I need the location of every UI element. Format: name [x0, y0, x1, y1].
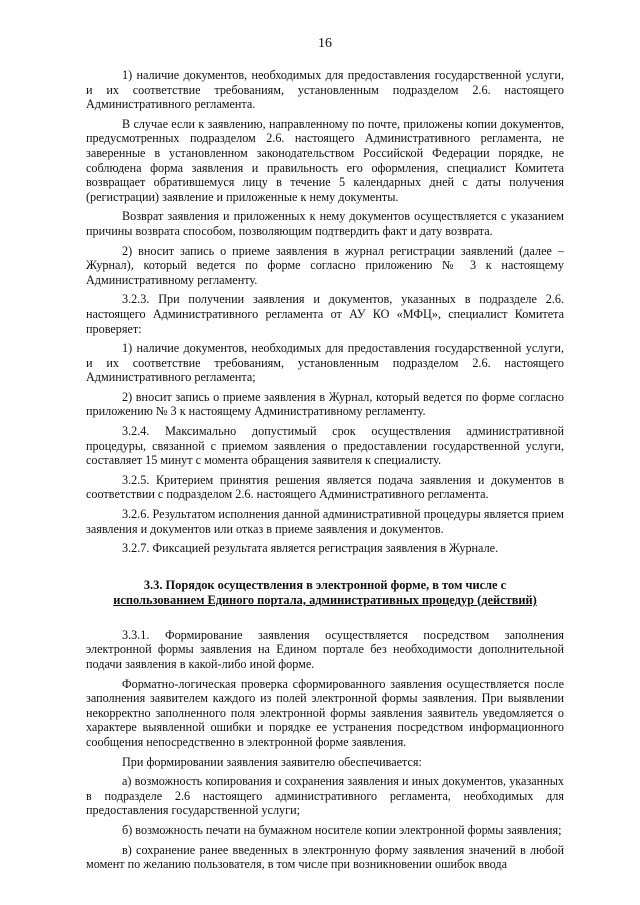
paragraph: 1) наличие документов, необходимых для предоставления государственной услуги, и их соответствие требованиям, установленным подразделом 2.6. настоящего Административного регламента;	[86, 341, 564, 385]
body-top	[86, 68, 564, 556]
paragraph: 3.2.7. Фиксацией результата является регистрация заявления в Журнале.	[122, 541, 499, 556]
paragraph: 1) наличие документов, необходимых для предоставления государственной услуги, и их соответствие требованиям, установленным подразделом 2.6. настоящего Административного регламента.	[86, 68, 564, 112]
paragraph: 3.2.6. Результатом исполнения данной административной процедуры является прием заявления и документов или отказ в приеме заявления и документов.	[86, 507, 564, 536]
section-heading-line-2: использованием Единого портала, административных процедур (действий)	[113, 592, 537, 607]
paragraph: Возврат заявления и приложенных к нему документов осуществляется с указанием причины возврата способом, позволяющим подтвердить факт и дату возврата.	[86, 209, 564, 238]
paragraph: 3.2.4. Максимально допустимый срок осуществления административной процедуры, связанной с приемом заявления о предоставлении государственной услуги, составляет 15 минут с момента обращения заявителя к специалисту.	[86, 424, 564, 468]
paragraph: 2) вносит запись о приеме заявления в журнал регистрации заявлений (далее – Журнал), который ведется по форме согласно приложению № 3 к настоящему Административному регламенту.	[86, 243, 564, 287]
section-heading-line-1: 3.3. Порядок осуществления в электронной форме, в том числе с	[143, 577, 507, 592]
paragraph: Форматно-логическая проверка сформированного заявления осуществляется после заполнения заявителем каждого из полей электронной формы заявления. При выявлении некорректно заполненного поля электронной формы заявления заявитель уведомляется о характере выявленной ошибки и порядке ее устранения посредством информационного сообщения непосредственно в электронной форме заявления.	[86, 676, 564, 749]
paragraph: 2) вносит запись о приеме заявления в Журнал, который ведется по форме согласно приложению № 3 к настоящему Административному регламенту.	[86, 389, 564, 419]
body-bottom	[86, 628, 564, 872]
paragraph: б) возможность печати на бумажном носителе копии электронной формы заявления;	[122, 822, 562, 837]
page-number: 16	[318, 36, 332, 51]
paragraph: 3.3.1. Формирование заявления осуществляется посредством заполнения электронной формы заявления на Едином портале без необходимости дополнительной подачи заявления в какой-либо иной форме.	[86, 627, 564, 671]
paragraph: 3.2.3. При получении заявления и документов, указанных в подразделе 2.6. настоящего Административного регламента от АУ КО «МФЦ», специалист Комитета проверяет:	[86, 292, 564, 336]
paragraph: При формировании заявления заявителю обеспечивается:	[122, 754, 422, 769]
paragraph: 3.2.5. Критерием принятия решения является подача заявления и документов в соответствии с подразделом 2.6. настоящего Административного регламента.	[86, 472, 564, 502]
section-heading	[86, 578, 564, 608]
paragraph: В случае если к заявлению, направленному по почте, приложены копии документов, предусмотренных подразделом 2.6. настоящего Административного регламента, не заверенные в установленном законодательством Российской Федерации порядке, не соблюдена форма заявления и правильность его оформления, специалист Комитета возвращает обратившемуся лицу в течение 5 календарных дней с даты получения (регистрации) заявление и приложенные к нему документы.	[86, 116, 564, 204]
paragraph: а) возможность копирования и сохранения заявления и иных документов, указанных в подразделе 2.6 настоящего административного регламента, необходимых для предоставления государственной услуги;	[86, 774, 564, 818]
paragraph: в) сохранение ранее введенных в электронную форму заявления значений в любой момент по желанию пользователя, в том числе при возникновении ошибок ввода	[86, 842, 564, 872]
